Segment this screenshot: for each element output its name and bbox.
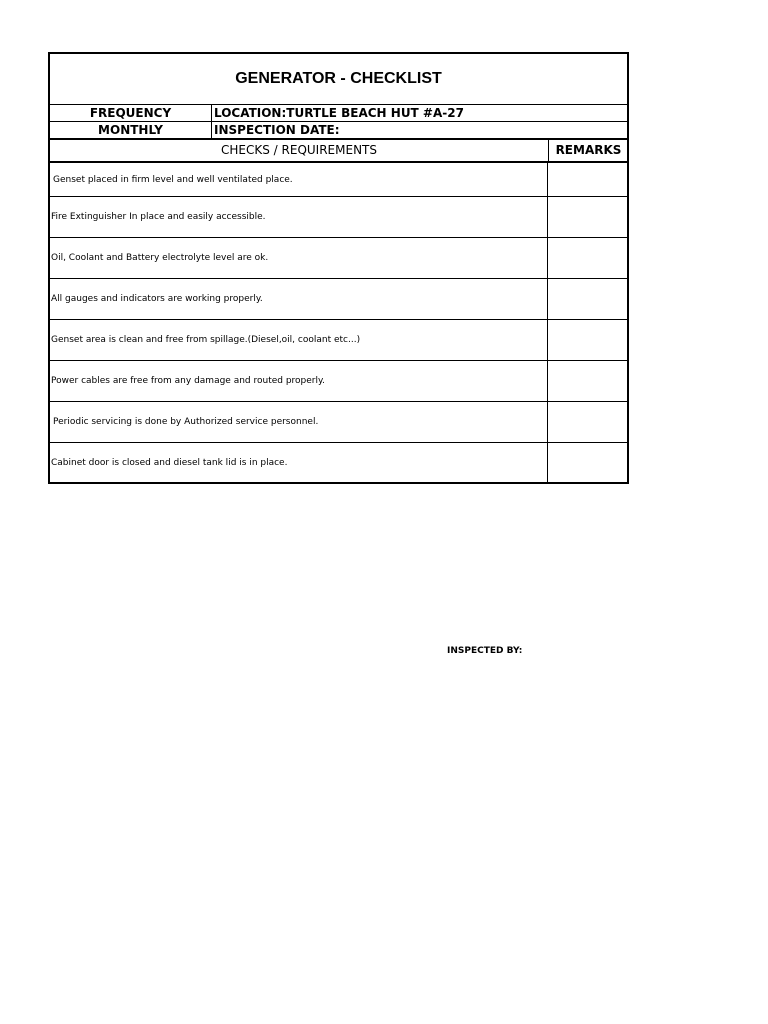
inspected-by-label: INSPECTED BY:: [447, 646, 523, 656]
checklist-sheet: [48, 52, 629, 484]
meta-row-frequency: [50, 105, 627, 122]
check-text: Genset placed in firm level and well ventilated place.: [50, 163, 548, 196]
inspection-date-field: INSPECTION DATE:: [214, 123, 340, 137]
table-row: [50, 443, 627, 482]
remark-cell[interactable]: [548, 320, 627, 360]
check-text: Oil, Coolant and Battery electrolyte level are ok.: [50, 238, 548, 278]
table-row: [50, 279, 627, 320]
check-text: All gauges and indicators are working properly.: [50, 279, 548, 319]
frequency-label: FREQUENCY: [50, 105, 212, 121]
table-header-row: [50, 140, 627, 163]
frequency-value: MONTHLY: [50, 122, 212, 138]
remarks-header: REMARKS: [555, 143, 622, 157]
table-row: [50, 361, 627, 402]
checklist-title: GENERATOR - CHECKLIST: [50, 54, 627, 105]
remark-cell[interactable]: [548, 197, 627, 237]
remark-cell[interactable]: [548, 443, 627, 482]
remark-cell[interactable]: [548, 402, 627, 442]
remark-cell[interactable]: [548, 163, 627, 196]
remark-cell[interactable]: [548, 279, 627, 319]
location-field: LOCATION:TURTLE BEACH HUT #A-27: [214, 106, 464, 120]
meta-row-date: [50, 122, 627, 140]
remark-cell[interactable]: [548, 238, 627, 278]
table-row: [50, 238, 627, 279]
check-text: Periodic servicing is done by Authorized service personnel.: [50, 402, 548, 442]
remark-cell[interactable]: [548, 361, 627, 401]
table-row: [50, 320, 627, 361]
checks-header: CHECKS / REQUIREMENTS: [50, 140, 549, 161]
table-row: [50, 402, 627, 443]
table-row: [50, 163, 627, 197]
check-text: Fire Extinguisher In place and easily accessible.: [50, 197, 548, 237]
check-text: Power cables are free from any damage and routed properly.: [50, 361, 548, 401]
check-text: Genset area is clean and free from spillage.(Diesel,oil, coolant etc...): [50, 320, 548, 360]
check-text: Cabinet door is closed and diesel tank lid is in place.: [50, 443, 548, 482]
table-row: [50, 197, 627, 238]
